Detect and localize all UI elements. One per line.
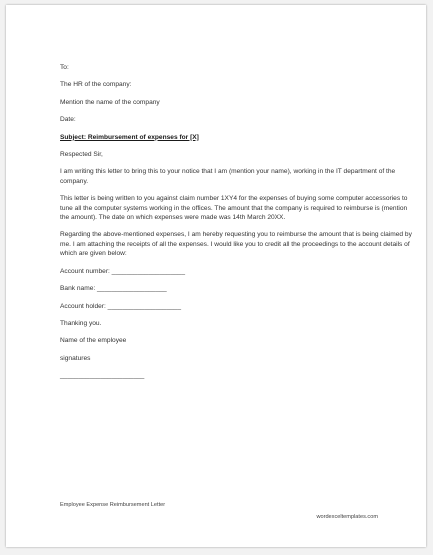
paragraph-request: Regarding the above-mentioned expenses, I am hereby requesting you to reimburse the amount that is being claimed by me. I am attaching the receipts of all the expenses. I would like you to credit all the proceedings to the account details of which are given below: (60, 231, 412, 258)
paragraph-claim: This letter is being written to you against claim number 1XY4 for the expenses of buying some computer accessories to tune all the computer systems working in the offices. The amount that the company is required to reimburse is (mention the amount). The date on which expenses were made was 14th March 20XX. (60, 195, 408, 222)
signatures-label: signatures (60, 354, 91, 362)
closing-line: Thanking you. (60, 319, 102, 327)
salutation: Respected Sir, (60, 151, 103, 159)
date-line: Date: (60, 116, 76, 124)
bank-name-field: Bank name: ___________________ (60, 285, 167, 293)
subject-line: Subject: Reimbursement of expenses for [X] (60, 133, 199, 141)
employee-name-line: Name of the employee (60, 337, 127, 345)
letter-body (60, 63, 412, 389)
company-line: Mention the name of the company (60, 98, 160, 106)
to-line: To: (60, 64, 69, 71)
account-holder-field: Account holder: ____________________ (60, 302, 181, 310)
paragraph-intro: I am writing this letter to bring this to your notice that I am (mention your name), working in the IT department of the company. (60, 168, 396, 185)
footer-website: wordexceltemplates.com (316, 514, 378, 520)
signature-line: _______________________ (60, 372, 145, 380)
document-page (6, 5, 426, 547)
recipient-line: The HR of the company: (60, 81, 132, 89)
account-number-field: Account number: ____________________ (60, 267, 186, 275)
footer-title: Employee Expense Reimbursement Letter (60, 502, 166, 508)
